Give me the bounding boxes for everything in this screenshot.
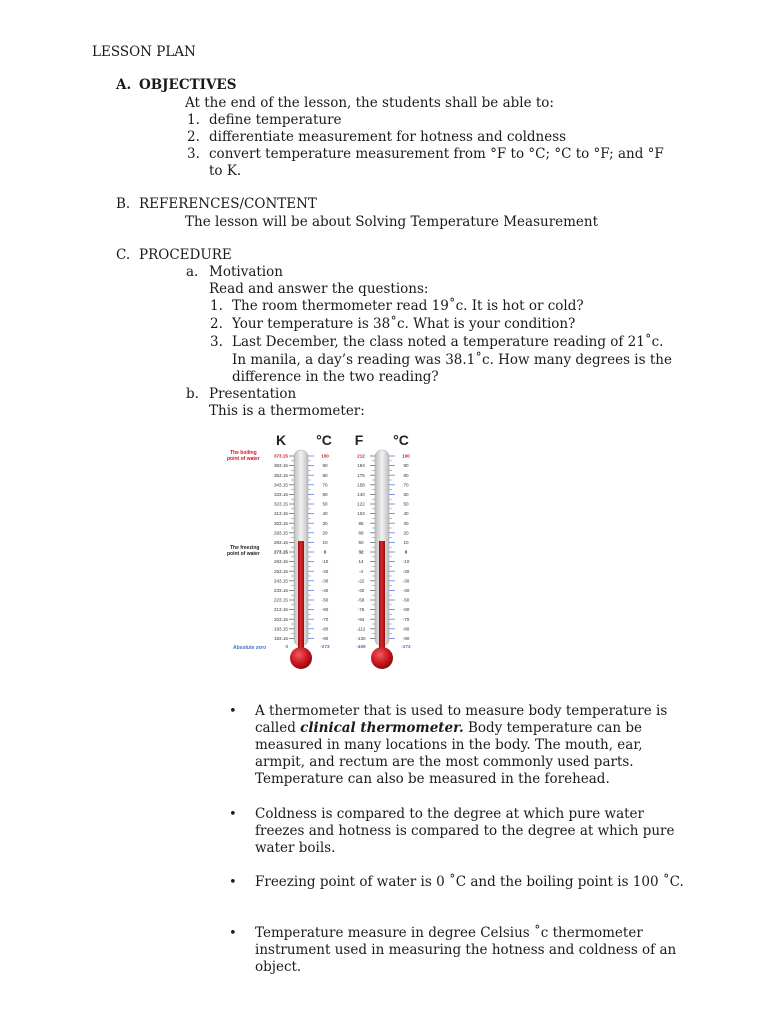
absolute-zero-fahrenheit: -459 (356, 644, 366, 649)
kelvin-tick-label: 323.15 (273, 501, 288, 507)
kelvin-tick-label: 343.15 (273, 482, 288, 488)
question-num: 2. (210, 316, 223, 332)
sub-a-label: Motivation (209, 264, 283, 280)
kelvin-header: K (275, 432, 287, 448)
bullet-freezing-boiling (255, 874, 685, 891)
celsius-right-tick-label: 40 (403, 511, 409, 517)
fahrenheit-tick-label: -58 (357, 597, 365, 603)
celsius-tick-label: -60 (321, 607, 329, 613)
fahrenheit-tick-label: 122 (357, 501, 365, 507)
bullet-dot: • (229, 807, 237, 822)
celsius-tick-label: -40 (321, 588, 329, 593)
absolute-zero-celsius-right: -273 (401, 644, 411, 649)
section-c-heading: PROCEDURE (139, 247, 232, 263)
celsius-tick-label: 80 (322, 472, 328, 478)
celsius-right-tick-label: 20 (403, 530, 409, 536)
celsius-tick-label: 10 (322, 540, 328, 545)
fahrenheit-tick-label: -130 (356, 636, 366, 641)
kelvin-tick-label: 303.15 (273, 520, 288, 526)
right-bulb (371, 647, 393, 669)
bullet-text: Temperature measure in degree Celsius ˚c thermometer instrument used in measuring the hotness and coldness of an object. (255, 925, 677, 975)
section-b-letter: B. (116, 196, 131, 212)
fahrenheit-tick-label: -76 (357, 607, 365, 613)
question-num: 3. (210, 334, 223, 350)
bullet-dot: • (229, 704, 237, 719)
celsius-right-tick-label: 60 (403, 492, 409, 497)
celsius-right-tick-label: -10 (402, 559, 410, 565)
left-mercury (298, 541, 304, 653)
objective-num: 1. (187, 112, 200, 128)
celsius-right-tick-label: 30 (403, 520, 409, 526)
sub-a-letter: a. (186, 264, 199, 280)
celsius-tick-label: 40 (322, 511, 328, 517)
fahrenheit-tick-label: 194 (357, 463, 365, 469)
celsius-right-tick-label: -40 (402, 588, 410, 593)
fahrenheit-header: F (354, 432, 364, 448)
celsius-right-tick-label: 10 (403, 540, 409, 545)
freezing-label: The freezing (230, 545, 260, 551)
celsius-header-right: °C (393, 432, 409, 448)
left-bulb (290, 647, 312, 669)
fahrenheit-tick-label: 212 (357, 453, 365, 459)
kelvin-tick-label: 293.15 (273, 530, 288, 536)
bullet-text: Coldness is compared to the degree at which pure water freezes and hotness is compared to the degree at which pure water boils. (255, 806, 675, 856)
question-text: The room thermometer read 19˚c. It is hot or cold? (232, 298, 584, 314)
bullet-text: Body temperature can be measured in many locations in the body. The mouth, ear, armpit, and rectum are the most commonly used parts. Temperature can also be measured in the forehead. (255, 720, 643, 787)
celsius-right-tick-label: 70 (403, 482, 409, 488)
celsius-right-tick-label: -90 (402, 636, 410, 641)
celsius-tick-label: 0 (323, 549, 327, 555)
celsius-header: °C (316, 432, 332, 448)
celsius-right-tick-label: 50 (403, 501, 409, 507)
objective-text: define temperature (209, 112, 342, 128)
fahrenheit-tick-label: 32 (358, 549, 364, 555)
celsius-right-tick-label: -60 (402, 607, 410, 613)
bullet-text: A thermometer that is used to measure body temperature is called (255, 703, 668, 736)
fahrenheit-tick-label: 140 (357, 492, 365, 497)
celsius-right-tick-label: -30 (402, 578, 410, 584)
bullet-celsius-instrument (255, 925, 685, 976)
celsius-tick-label: 30 (322, 520, 328, 526)
celsius-tick-label: -20 (321, 568, 329, 574)
thermometer-figure (225, 426, 425, 676)
kelvin-tick-label: 313.15 (273, 511, 288, 517)
boiling-label: point of water (227, 456, 260, 462)
celsius-tick-label: -70 (321, 616, 329, 622)
fahrenheit-tick-label: 68 (358, 530, 364, 536)
celsius-tick-label: -90 (321, 636, 329, 641)
objective-text: convert temperature measurement from °F to °C; °C to °F; and °F (209, 146, 664, 162)
kelvin-tick-label: 263.15 (273, 559, 288, 565)
kelvin-tick-label: 213.15 (273, 607, 288, 613)
freezing-label: point of water (227, 551, 260, 557)
fahrenheit-tick-label: 158 (357, 482, 365, 488)
bullet-text: Freezing point of water is 0 ˚C and the boiling point is 100 ˚C. (255, 874, 684, 890)
celsius-tick-label: -10 (321, 559, 329, 565)
bullet-coldness-hotness (255, 806, 685, 857)
celsius-right-tick-label: -50 (402, 597, 410, 603)
section-a-letter: A. (116, 77, 132, 93)
fahrenheit-tick-label: -4 (358, 568, 364, 574)
bullet-bold-term: clinical thermometer. (300, 720, 464, 736)
fahrenheit-tick-label: -94 (357, 616, 365, 622)
question-text-cont: In manila, a day’s reading was 38.1˚c. How many degrees is the (232, 352, 672, 368)
objective-num: 2. (187, 129, 200, 145)
fahrenheit-tick-label: 14 (358, 559, 364, 565)
kelvin-tick-label: 283.15 (273, 540, 288, 545)
section-b-text: The lesson will be about Solving Temperature Measurement (185, 214, 599, 230)
kelvin-tick-label: 333.15 (273, 492, 288, 497)
bullet-dot: • (229, 926, 237, 941)
question-text: Your temperature is 38˚c. What is your condition? (232, 316, 576, 332)
objective-text: differentiate measurement for hotness and coldness (209, 129, 567, 145)
kelvin-tick-label: 223.15 (273, 597, 288, 603)
kelvin-tick-label: 193.15 (273, 626, 288, 632)
fahrenheit-tick-label: 86 (358, 520, 364, 526)
celsius-right-tick-label: 0 (404, 549, 408, 555)
objective-num: 3. (187, 146, 200, 162)
sub-b-intro: This is a thermometer: (209, 403, 365, 419)
kelvin-tick-label: 203.15 (273, 616, 288, 622)
objective-text-cont: to K. (209, 163, 242, 179)
document-title: LESSON PLAN (92, 44, 196, 60)
absolute-zero-celsius: -273 (320, 644, 330, 649)
question-text-cont: difference in the two reading? (232, 369, 439, 385)
bullet-clinical-thermometer (255, 703, 685, 788)
fahrenheit-tick-label: -22 (357, 578, 365, 584)
celsius-right-tick-label: -80 (402, 626, 410, 632)
question-text: Last December, the class noted a temperature reading of 21˚c. (232, 334, 664, 350)
question-num: 1. (210, 298, 223, 314)
celsius-tick-label: -30 (321, 578, 329, 584)
kelvin-tick-label: 363.15 (273, 463, 288, 469)
fahrenheit-tick-label: -40 (357, 588, 365, 593)
fahrenheit-tick-label: 104 (357, 511, 365, 517)
celsius-tick-label: 100 (321, 453, 329, 459)
kelvin-tick-label: 273.15 (273, 549, 288, 555)
celsius-tick-label: -50 (321, 597, 329, 603)
boiling-label: The boiling (230, 450, 257, 456)
kelvin-tick-label: 233.15 (273, 588, 288, 593)
celsius-tick-label: 70 (322, 482, 328, 488)
celsius-tick-label: 20 (322, 530, 328, 536)
section-c-letter: C. (116, 247, 131, 263)
celsius-right-tick-label: -70 (402, 616, 410, 622)
kelvin-tick-label: 253.15 (273, 568, 288, 574)
kelvin-tick-label: 243.15 (273, 578, 288, 584)
celsius-tick-label: -80 (321, 626, 329, 632)
right-mercury (379, 541, 385, 653)
kelvin-tick-label: 183.15 (273, 636, 288, 641)
celsius-tick-label: 90 (322, 463, 328, 469)
fahrenheit-tick-label: 176 (357, 472, 365, 478)
celsius-tick-label: 50 (322, 501, 328, 507)
kelvin-tick-label: 353.15 (273, 472, 288, 478)
sub-b-label: Presentation (209, 386, 297, 402)
celsius-right-tick-label: 100 (402, 453, 410, 459)
sub-b-letter: b. (186, 386, 199, 402)
absolute-zero-label: Absolute zero (233, 645, 267, 651)
bullet-dot: • (229, 875, 237, 890)
section-a-intro: At the end of the lesson, the students shall be able to: (185, 95, 554, 111)
celsius-right-tick-label: 80 (403, 472, 409, 478)
section-b-heading: REFERENCES/CONTENT (139, 196, 317, 212)
kelvin-tick-label: 373.15 (273, 453, 288, 459)
sub-a-intro: Read and answer the questions: (209, 281, 429, 297)
celsius-tick-label: 60 (322, 492, 328, 497)
section-a-heading: OBJECTIVES (139, 77, 237, 93)
fahrenheit-tick-label: -112 (356, 626, 366, 632)
celsius-right-tick-label: -20 (402, 568, 410, 574)
absolute-zero-kelvin: 0 (285, 644, 288, 649)
celsius-right-tick-label: 90 (403, 463, 409, 469)
fahrenheit-tick-label: 50 (358, 540, 364, 545)
